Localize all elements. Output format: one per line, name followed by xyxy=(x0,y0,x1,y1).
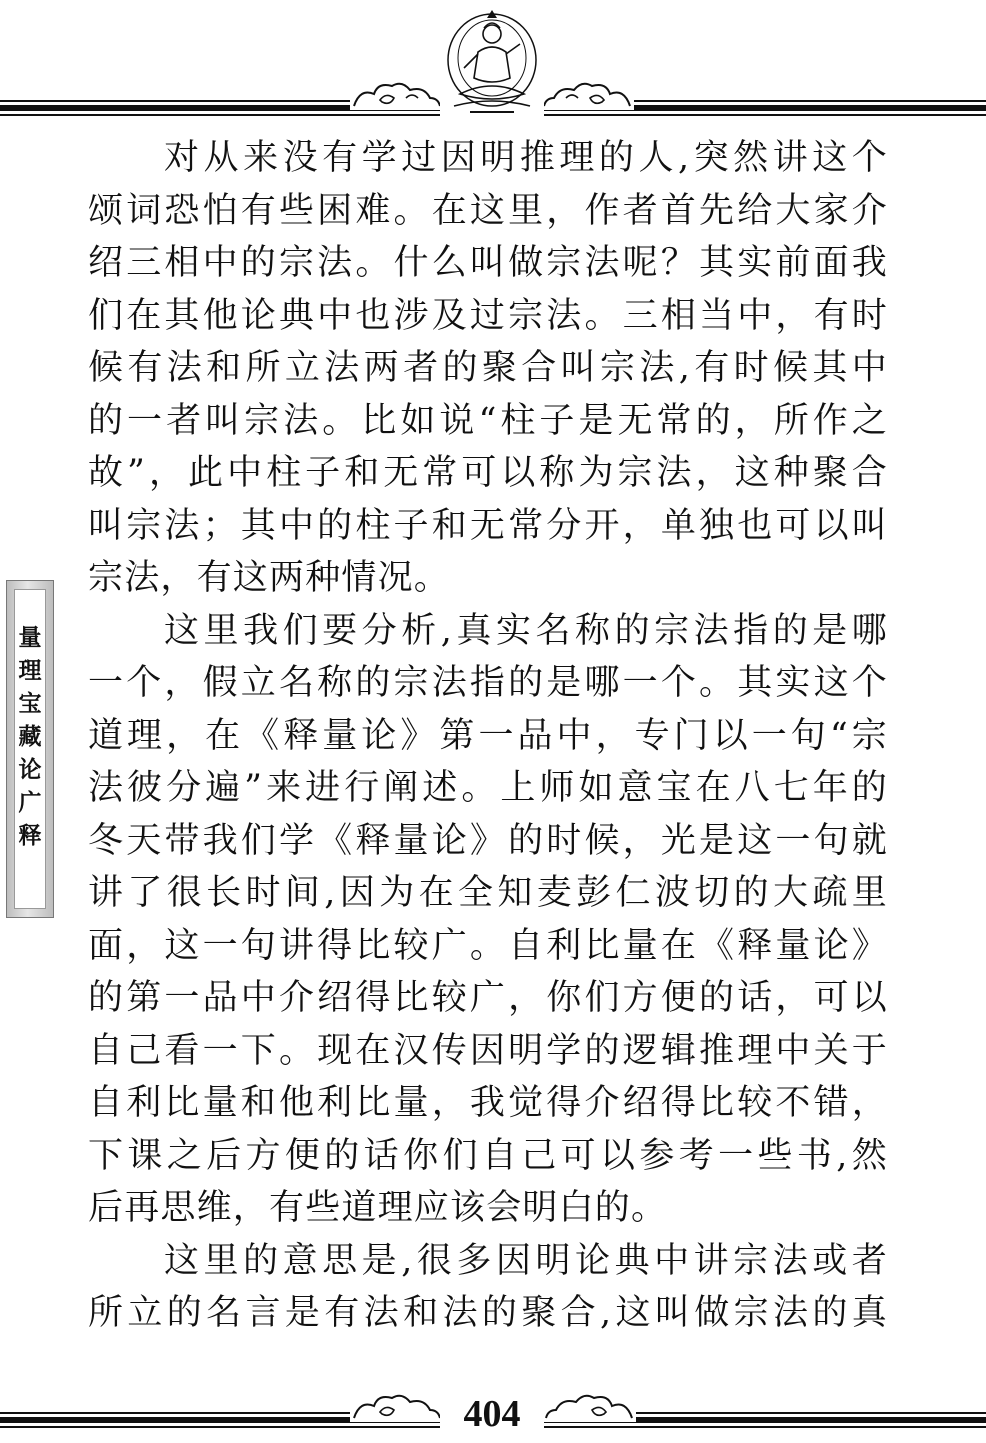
text-line: 面，这一句讲得比较广。自利比量在《释量论》 xyxy=(88,925,888,966)
text-line: 自利比量和他利比量，我觉得介绍得比较不错， xyxy=(88,1083,888,1123)
text-line: 们在其他论典中也涉及过宗法。三相当中，有时 xyxy=(88,295,888,336)
text-line: 道理，在《释量论》第一品中，专门以一句“宗 xyxy=(88,715,888,756)
side-title-char: 量 xyxy=(18,624,42,651)
text-line: 绍三相中的宗法。什么叫做宗法呢？其实前面我 xyxy=(88,243,888,283)
text-line: 后再思维，有些道理应该会明白的。 xyxy=(88,1188,668,1228)
text-line: 法彼分遍”来进行阐述。上师如意宝在八七年的 xyxy=(88,768,888,808)
right-cloud-ornament-icon xyxy=(544,1392,636,1422)
side-title-char: 宝 xyxy=(18,690,42,717)
text-line: 冬天带我们学《释量论》的时候，光是这一句就 xyxy=(88,820,888,861)
left-cloud-ornament-icon xyxy=(350,80,442,110)
text-line: 对从来没有学过因明推理的人,突然讲这个 xyxy=(164,138,888,178)
text-line: 宗法，有这两种情况。 xyxy=(88,558,451,598)
text-line: 自己看一下。现在汉传因明学的逻辑推理中关于 xyxy=(88,1030,888,1071)
side-title-char: 论 xyxy=(18,756,42,783)
text-line: 这里我们要分析,真实名称的宗法指的是哪 xyxy=(164,610,888,651)
text-line: 一个，假立名称的宗法指的是哪一个。其实这个 xyxy=(88,663,888,703)
side-title-char: 广 xyxy=(18,789,42,816)
text-line: 所立的名言是有法和法的聚合,这叫做宗法的真 xyxy=(88,1293,888,1333)
text-line: 候有法和所立法两者的聚合叫宗法,有时候其中 xyxy=(88,348,888,388)
text-line: 讲了很长时间,因为在全知麦彭仁波切的大疏里 xyxy=(88,873,888,913)
text-line: 的第一品中介绍得比较广，你们方便的话，可以 xyxy=(88,978,888,1018)
side-title xyxy=(7,621,53,852)
left-cloud-ornament-icon xyxy=(350,1392,442,1422)
text-line: 下课之后方便的话你们自己可以参考一些书,然 xyxy=(88,1135,888,1176)
text-line: 颂词恐怕有些困难。在这里，作者首先给大家介 xyxy=(88,190,888,231)
seated-deity-icon xyxy=(440,8,544,116)
body-text xyxy=(88,132,888,1340)
text-line: 叫宗法；其中的柱子和无常分开，单独也可以叫 xyxy=(88,505,888,546)
text-line: 这里的意思是,很多因明论典中讲宗法或者 xyxy=(164,1240,888,1281)
text-line: 故”，此中柱子和无常可以称为宗法，这种聚合 xyxy=(88,453,888,493)
right-cloud-ornament-icon xyxy=(542,80,634,110)
page-number: 404 xyxy=(440,1390,544,1438)
side-title-char: 释 xyxy=(18,822,42,849)
text-line: 的一者叫宗法。比如说“柱子是无常的，所作之 xyxy=(88,400,888,441)
side-title-char: 藏 xyxy=(18,723,42,750)
side-title-tab xyxy=(6,580,54,918)
side-title-char: 理 xyxy=(18,657,42,684)
